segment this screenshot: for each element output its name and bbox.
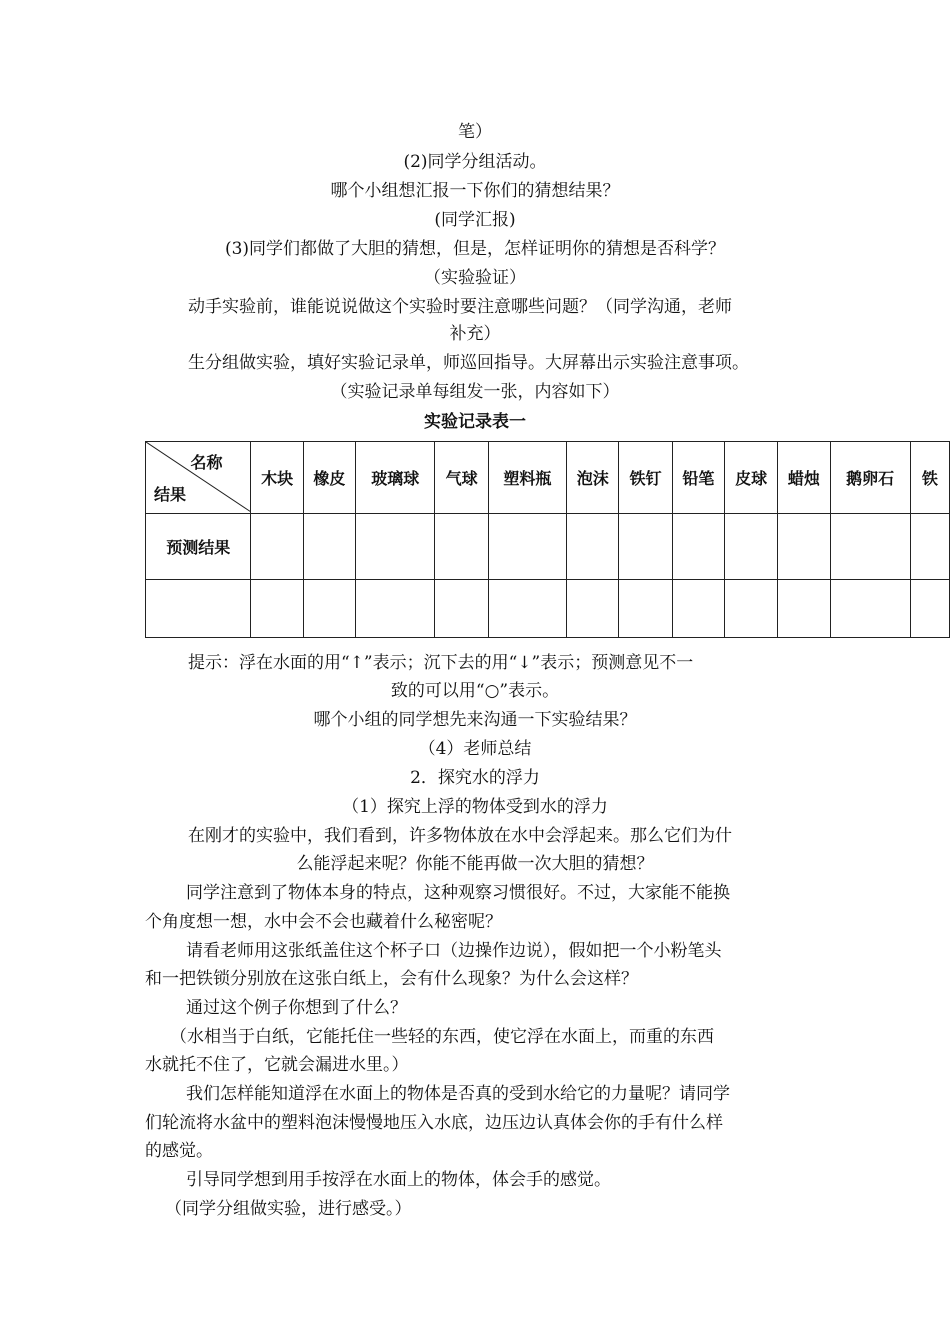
table-title: 实验记录表一 — [424, 412, 526, 432]
text-line: 和一把铁锁分别放在这张白纸上，会有什么现象？为什么会这样？ — [145, 969, 638, 989]
column-header: 铅笔 — [672, 442, 724, 514]
text-line: 我们怎样能知道浮在水面上的物体是否真的受到水给它的力量呢？请同学 — [186, 1084, 730, 1104]
record-table — [145, 441, 950, 638]
table-cell — [778, 580, 830, 638]
text-line: (同学汇报) — [434, 210, 516, 230]
column-header: 铁 — [910, 442, 949, 514]
header-result-label: 结果 — [154, 485, 187, 504]
table-cell — [488, 514, 566, 580]
text-line: 们轮流将水盆中的塑料泡沫慢慢地压入水底，边压边认真体会你的手有什么样 — [145, 1113, 723, 1133]
text-line: 补充） — [449, 324, 501, 344]
column-header: 木块 — [251, 442, 303, 514]
row-label-prediction: 预测结果 — [146, 514, 251, 580]
table-cell — [672, 580, 724, 638]
text-line: 哪个小组想汇报一下你们的猜想结果？ — [330, 181, 620, 201]
table-cell — [356, 580, 435, 638]
text-line: 么能浮起来呢？你能不能再做一次大胆的猜想？ — [296, 854, 654, 874]
table-cell — [910, 514, 949, 580]
text-line: 通过这个例子你想到了什么？ — [186, 998, 407, 1018]
column-header: 气球 — [435, 442, 488, 514]
table-cell — [435, 580, 488, 638]
column-header: 泡沫 — [567, 442, 619, 514]
header-name-label: 名称 — [190, 453, 223, 472]
text-line: 同学注意到了物体本身的特点，这种观察习惯很好。不过，大家能不能换 — [186, 883, 730, 903]
text-line: 在刚才的实验中，我们看到，许多物体放在水中会浮起来。那么它们为什 — [188, 826, 732, 846]
table-cell — [830, 580, 910, 638]
text-line: 个角度想一想，水中会不会也藏着什么秘密呢？ — [145, 912, 502, 932]
table-cell — [910, 580, 949, 638]
diagonal-header-cell — [146, 442, 251, 514]
table-cell — [488, 580, 566, 638]
table-cell — [778, 514, 830, 580]
text-line: 水就托不住了，它就会漏进水里。） — [145, 1055, 409, 1075]
text-line: 生分组做实验，填好实验记录单，师巡回指导。大屏幕出示实验注意事项。 — [188, 353, 749, 373]
text-line: 哪个小组的同学想先来沟通一下实验结果？ — [313, 710, 637, 730]
row-label-result — [146, 580, 251, 638]
text-line: （同学分组做实验，进行感受。） — [165, 1199, 412, 1219]
table-cell — [672, 514, 724, 580]
table-cell — [619, 580, 672, 638]
table-cell — [251, 580, 303, 638]
table-cell — [567, 580, 619, 638]
hint-line: 致的可以用“○”表示。 — [390, 681, 560, 701]
text-line: 请看老师用这张纸盖住这个杯子口（边操作边说），假如把一个小粉笔头 — [186, 941, 722, 961]
text-line: 笔） — [458, 122, 492, 142]
column-header: 玻璃球 — [356, 442, 435, 514]
table-cell — [251, 514, 303, 580]
table-cell — [303, 580, 355, 638]
table-cell — [830, 514, 910, 580]
text-line: 的感觉。 — [145, 1141, 213, 1161]
text-line: (2)同学分组活动。 — [403, 152, 547, 172]
table-cell — [303, 514, 355, 580]
column-header: 橡皮 — [303, 442, 355, 514]
text-line: （实验记录单每组发一张，内容如下） — [330, 382, 620, 402]
table-cell — [724, 580, 777, 638]
text-line: （水相当于白纸，它能托住一些轻的东西，使它浮在水面上，而重的东西 — [170, 1027, 714, 1047]
hint-line: 提示：浮在水面的用“↑”表示；沉下去的用“↓”表示；预测意见不一 — [188, 653, 694, 673]
text-line: 动手实验前，谁能说说做这个实验时要注意哪些问题？（同学沟通，老师 — [188, 297, 732, 317]
column-header: 铁钉 — [619, 442, 672, 514]
table-cell — [619, 514, 672, 580]
column-header: 鹅卵石 — [830, 442, 910, 514]
text-line: （4）老师总结 — [418, 739, 532, 759]
column-header: 塑料瓶 — [488, 442, 566, 514]
column-header: 蜡烛 — [778, 442, 830, 514]
section-heading: 2．探究水的浮力 — [410, 768, 540, 788]
table-cell — [567, 514, 619, 580]
subsection-heading: （1）探究上浮的物体受到水的浮力 — [342, 797, 608, 817]
text-line: 引导同学想到用手按浮在水面上的物体，体会手的感觉。 — [186, 1170, 611, 1190]
column-header: 皮球 — [724, 442, 777, 514]
table-cell — [724, 514, 777, 580]
table-cell — [356, 514, 435, 580]
text-line: (3)同学们都做了大胆的猜想，但是，怎样证明你的猜想是否科学？ — [224, 239, 726, 259]
text-line: （实验验证） — [424, 268, 526, 288]
table-cell — [435, 514, 488, 580]
